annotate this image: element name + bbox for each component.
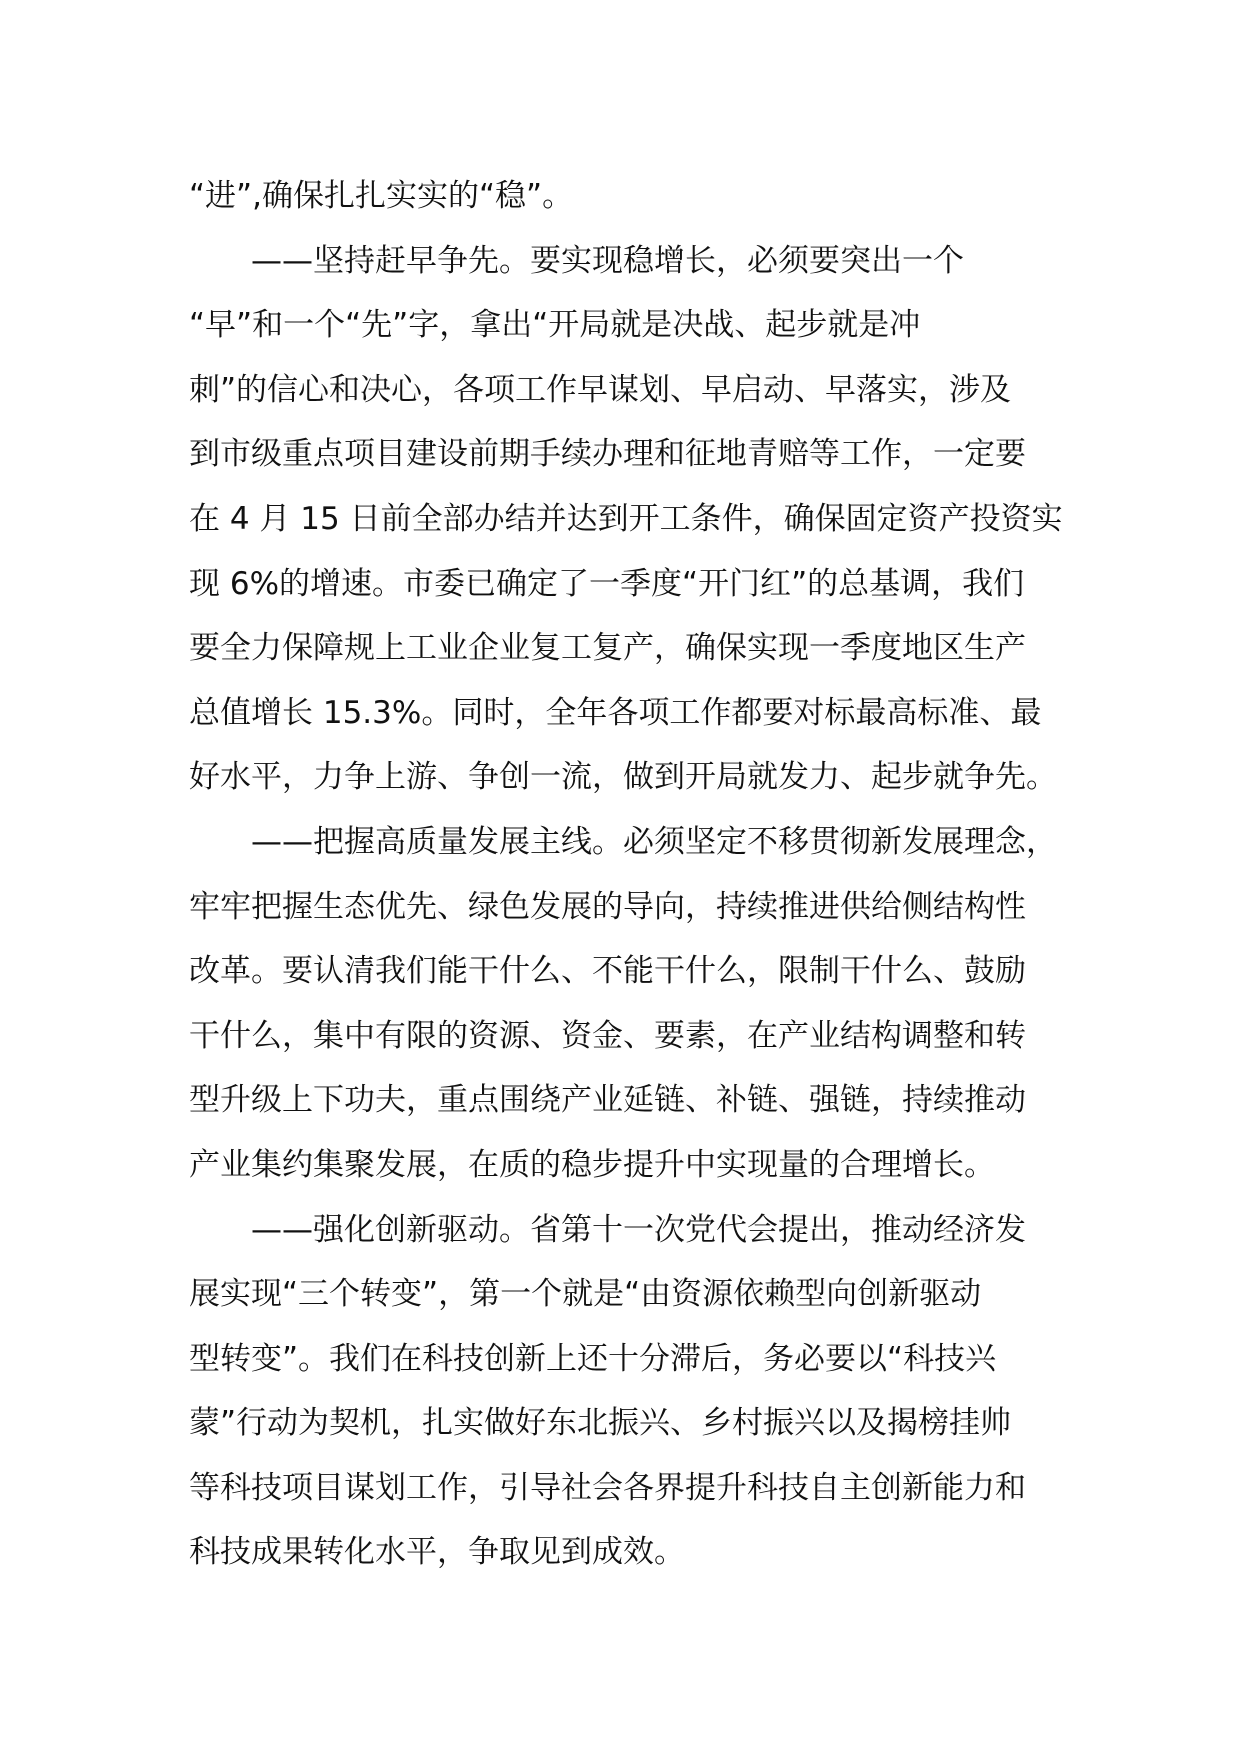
text-line: 型转变”。我们在科技创新上还十分滞后，务必要以“科技兴 bbox=[189, 1340, 997, 1377]
text-line: 刺”的信心和决心，各项工作早谋划、早启动、早落实，涉及 bbox=[189, 371, 1012, 408]
text-line: 型升级上下功夫，重点围绕产业延链、补链、强链，持续推动 bbox=[189, 1082, 1026, 1119]
text-line: 科技成果转化水平，争取见到成效。 bbox=[189, 1534, 685, 1571]
text-line: “早”和一个“先”字，拿出“开局就是决战、起步就是冲 bbox=[189, 307, 921, 344]
text-line: 好水平，力争上游、争创一流，做到开局就发力、起步就争先。 bbox=[189, 759, 1057, 796]
text-line: 现 6%的增速。市委已确定了一季度“开门红”的总基调，我们 bbox=[189, 565, 1025, 602]
paragraph-start-line: ——把握高质量发展主线。必须坚定不移贯彻新发展理念， bbox=[251, 823, 1057, 860]
text-line: 展实现“三个转变”，第一个就是“由资源依赖型向创新驱动 bbox=[189, 1276, 982, 1313]
text-line: 产业集约集聚发展，在质的稳步提升中实现量的合理增长。 bbox=[189, 1146, 995, 1183]
text-line: 要全力保障规上工业企业复工复产，确保实现一季度地区生产 bbox=[189, 630, 1026, 667]
text-line: 在 4 月 15 日前全部办结并达到开工条件，确保固定资产投资实 bbox=[189, 500, 1063, 537]
body-text bbox=[189, 164, 1069, 1585]
paragraph-start-line: ——强化创新驱动。省第十一次党代会提出，推动经济发 bbox=[251, 1211, 1026, 1248]
paragraph-start-line: ——坚持赶早争先。要实现稳增长，必须要突出一个 bbox=[251, 242, 964, 279]
text-line: 牢牢把握生态优先、绿色发展的导向，持续推进供给侧结构性 bbox=[189, 888, 1026, 925]
text-line: 蒙”行动为契机，扎实做好东北振兴、乡村振兴以及揭榜挂帅 bbox=[189, 1405, 1012, 1442]
text-line: 改革。要认清我们能干什么、不能干什么，限制干什么、鼓励 bbox=[189, 953, 1026, 990]
text-line: 到市级重点项目建设前期手续办理和征地青赔等工作，一定要 bbox=[189, 436, 1026, 473]
text-line: “进”,确保扎扎实实的“稳”。 bbox=[189, 178, 574, 214]
text-line: 等科技项目谋划工作，引导社会各界提升科技自主创新能力和 bbox=[189, 1469, 1026, 1506]
text-line: 干什么，集中有限的资源、资金、要素，在产业结构调整和转 bbox=[189, 1017, 1026, 1054]
text-line: 总值增长 15.3%。同时，全年各项工作都要对标最高标准、最 bbox=[189, 694, 1042, 731]
